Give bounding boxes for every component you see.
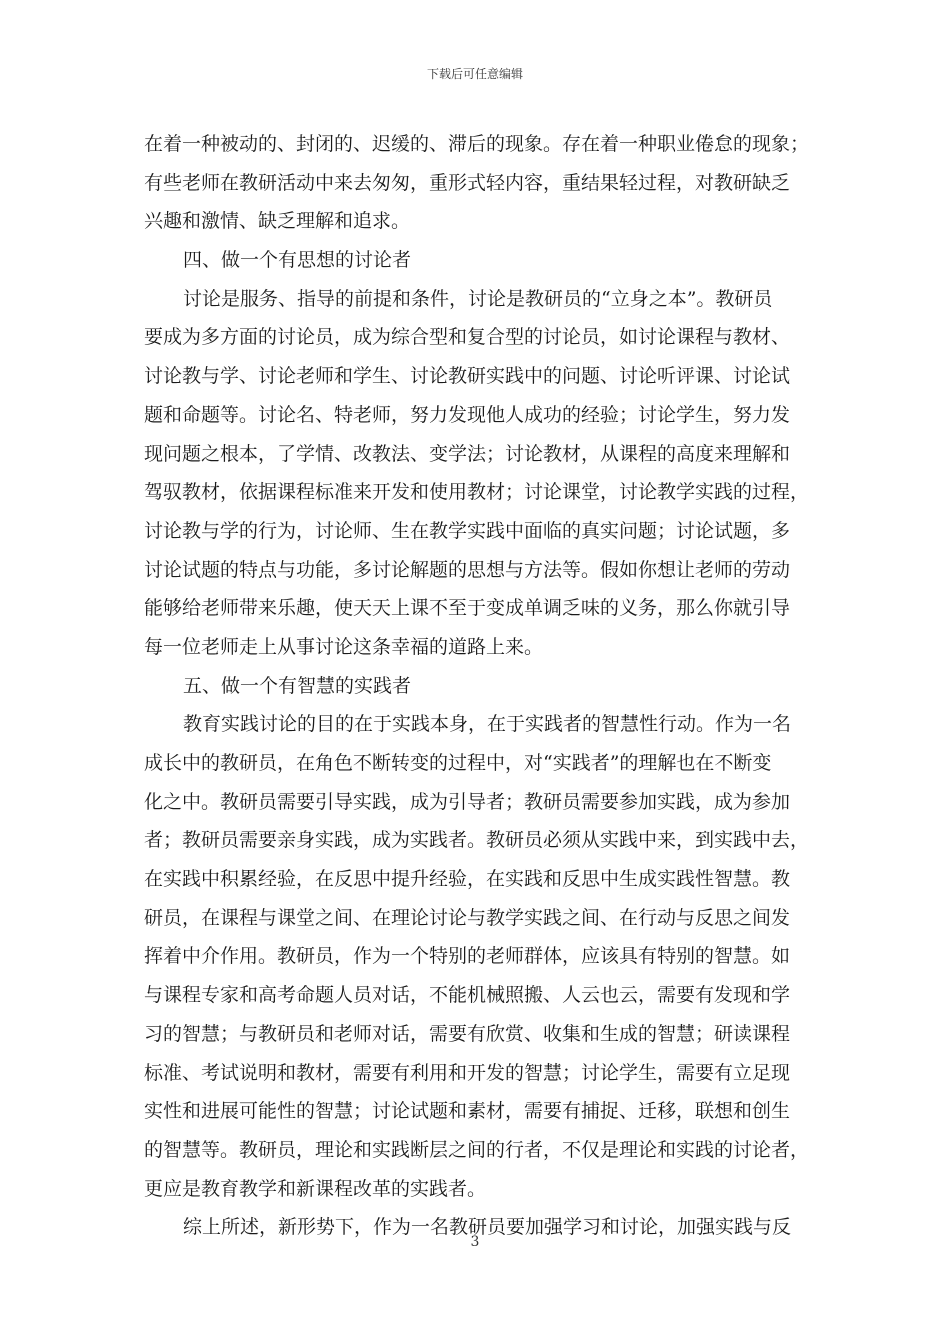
text-line: 者；教研员需要亲身实践，成为实践者。教研员必须从实践中来，到实践中去， <box>144 829 810 852</box>
document-body <box>144 125 820 1247</box>
text-line: 讨论教与学、讨论老师和学生、讨论教研实践中的问题、讨论听评课、讨论试 <box>144 365 791 388</box>
text-line: 研员，在课程与课堂之间、在理论讨论与教学实践之间、在行动与反思之间发 <box>144 906 791 929</box>
text-line: 的智慧等。教研员，理论和实践断层之间的行者，不仅是理论和实践的讨论者， <box>144 1138 810 1161</box>
text-line: 驾驭教材，依据课程标准来开发和使用教材；讨论课堂，讨论教学实践的过程， <box>144 481 810 504</box>
section-heading: 四、做一个有思想的讨论者 <box>183 249 412 272</box>
text-line: 每一位老师走上从事讨论这条幸福的道路上来。 <box>144 635 544 658</box>
text-line: 在实践中积累经验，在反思中提升经验，在实践和反思中生成实践性智慧。教 <box>144 868 791 891</box>
text-line: 能够给老师带来乐趣，使天天上课不至于变成单调乏味的义务，那么你就引导 <box>144 597 791 620</box>
text-line: 化之中。教研员需要引导实践，成为引导者；教研员需要参加实践，成为参加 <box>144 790 791 813</box>
text-line: 标准、考试说明和教材，需要有利用和开发的智慧；讨论学生，需要有立足现 <box>144 1061 791 1084</box>
text-line: 成长中的教研员，在角色不断转变的过程中，对“实践者”的理解也在不断变 <box>144 752 772 774</box>
text-line: 实性和进展可能性的智慧；讨论试题和素材，需要有捕捉、迁移，联想和创生 <box>144 1100 791 1123</box>
paragraph-start-line: 综上所述，新形势下，作为一名教研员要加强学习和讨论，加强实践与反 <box>183 1216 792 1239</box>
text-line: 讨论试题的特点与功能，多讨论解题的思想与方法等。假如你想让老师的劳动 <box>144 558 791 581</box>
text-line: 题和命题等。讨论名、特老师，努力发现他人成功的经验；讨论学生，努力发 <box>144 403 791 426</box>
text-line: 挥着中介作用。教研员，作为一个特别的老师群体，应该具有特别的智慧。如 <box>144 945 791 968</box>
text-line: 兴趣和激情、缺乏理解和追求。 <box>144 210 411 233</box>
section-heading: 五、做一个有智慧的实践者 <box>183 674 412 697</box>
text-line: 要成为多方面的讨论员，成为综合型和复合型的讨论员，如讨论课程与教材、 <box>144 326 791 349</box>
text-line: 讨论教与学的行为，讨论师、生在教学实践中面临的真实问题；讨论试题，多 <box>144 519 791 542</box>
text-line: 现问题之根本，了学情、改教法、变学法；讨论教材，从课程的高度来理解和 <box>144 442 791 465</box>
page-number: 3 <box>470 1234 480 1250</box>
text-line: 在着一种被动的、封闭的、迟缓的、滞后的现象。存在着一种职业倦怠的现象； <box>144 133 810 155</box>
paragraph-start-line: 教育实践讨论的目的在于实践本身，在于实践者的智慧性行动。作为一名 <box>183 713 792 736</box>
page-header: 下载后可任意编辑 <box>426 67 523 81</box>
text-line: 有些老师在教研活动中来去匆匆，重形式轻内容，重结果轻过程，对教研缺乏 <box>144 171 791 194</box>
text-line: 习的智慧；与教研员和老师对话，需要有欣赏、收集和生成的智慧；研读课程 <box>144 1022 791 1045</box>
paragraph-start-line: 讨论是服务、指导的前提和条件，讨论是教研员的“立身之本”。教研员 <box>183 287 773 310</box>
text-line: 更应是教育教学和新课程改革的实践者。 <box>144 1177 487 1200</box>
text-line: 与课程专家和高考命题人员对话，不能机械照搬、人云也云，需要有发现和学 <box>144 984 791 1007</box>
